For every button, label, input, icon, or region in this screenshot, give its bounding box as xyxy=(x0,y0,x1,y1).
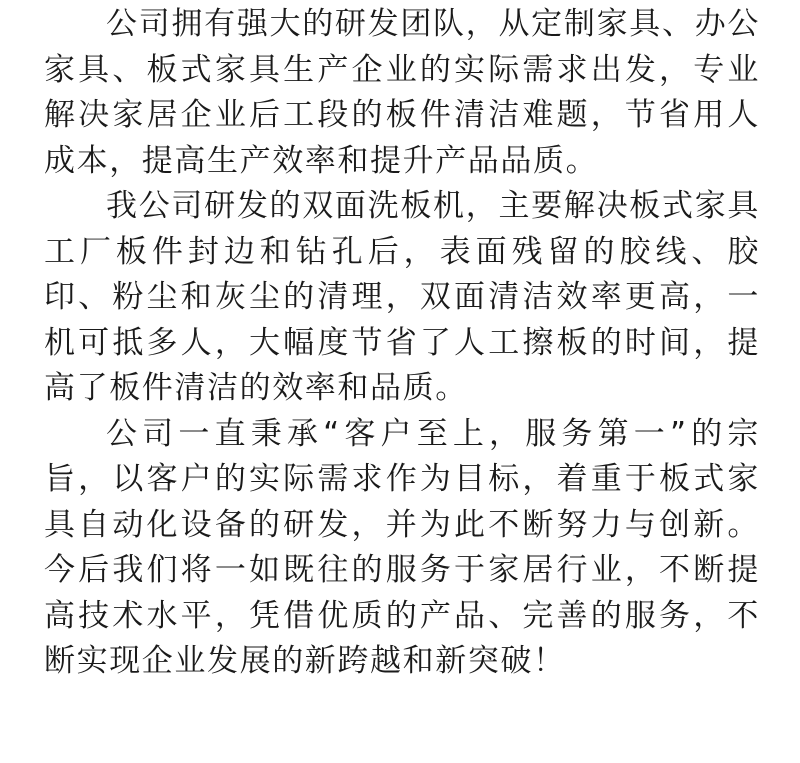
paragraph-rd-team: 公司拥有强大的研发团队，从定制家具、办公家具、板式家具生产企业的实际需求出发，专业解决家居企业后工段的板件清洁难题，节省用人成本，提高生产效率和提升产品品质。 xyxy=(44,6,760,179)
paragraph-board-washer: 我公司研发的双面洗板机，主要解决板式家具工厂板件封边和钻孔后，表面残留的胶线、胶印、粉尘和灰尘的清理，双面清洁效率更高，一机可抵多人，大幅度节省了人工擦板的时间，提高了板件清洁的效率和品质。 xyxy=(44,188,760,406)
document-body xyxy=(44,2,760,685)
paragraph-company-mission: 公司一直秉承“客户至上，服务第一”的宗旨，以客户的实际需求作为目标，着重于板式家具自动化设备的研发，并为此不断努力与创新。今后我们将一如既往的服务于家居行业，不断提高技术水平，凭借优质的产品、完善的服务，不断实现企业发展的新跨越和新突破！ xyxy=(44,415,760,679)
